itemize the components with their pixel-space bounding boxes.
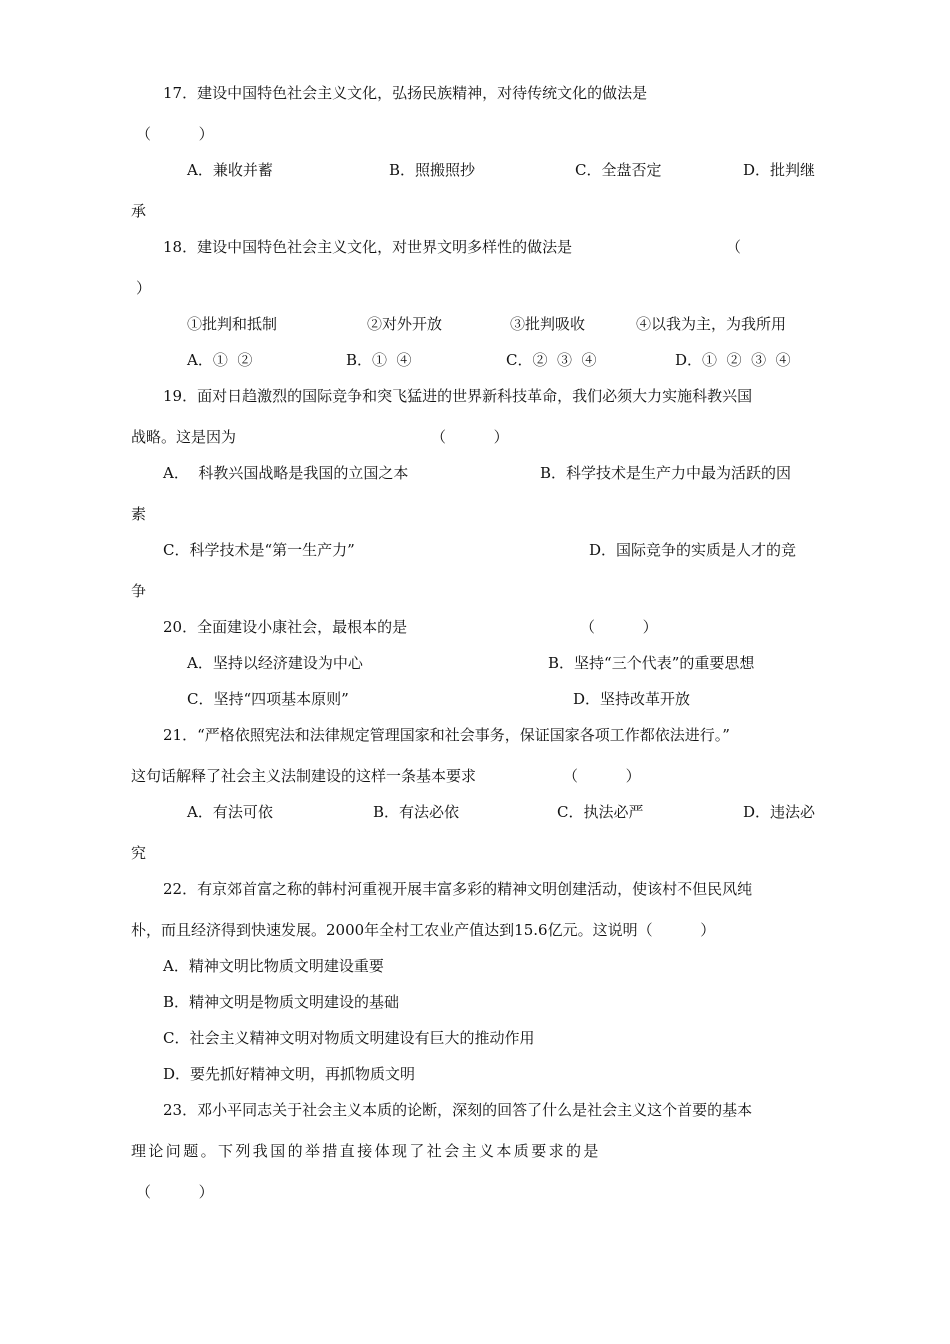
q17-option-d: D．批判继 xyxy=(743,161,816,179)
q21-option-wrap: 究 xyxy=(131,844,147,862)
q22-option-a: A．精神文明比物质文明建设重要 xyxy=(163,957,384,975)
q17-option-c: C．全盘否定 xyxy=(575,161,662,179)
q21-option-b: B．有法必依 xyxy=(373,803,460,821)
q19-option-a: A． 科教兴国战略是我国的立国之本 xyxy=(163,464,409,482)
q19-stem-line1: 19．面对日趋激烈的国际竞争和突飞猛进的世界新科技革命，我们必须大力实施科教兴国 xyxy=(163,387,753,405)
q17-stem: 17．建设中国特色社会主义文化，弘扬民族精神，对待传统文化的做法是 xyxy=(163,84,648,102)
q21-stem-line1: 21．“严格依照宪法和法律规定管理国家和社会事务，保证国家各项工作都依法进行。” xyxy=(163,726,730,744)
q18-bracket-close: ） xyxy=(136,279,152,297)
q20-option-c: C．坚持“四项基本原则” xyxy=(187,690,349,708)
q20-bracket: （ ） xyxy=(580,618,658,636)
q22-option-c: C．社会主义精神文明对物质文明建设有巨大的推动作用 xyxy=(163,1029,535,1047)
q23-stem-line2: 理论问题。下列我国的举措直接体现了社会主义本质要求的是 xyxy=(131,1142,601,1160)
q19-option-b: B．科学技术是生产力中最为活跃的因 xyxy=(540,464,792,482)
q23-stem-line1: 23．邓小平同志关于社会主义本质的论断，深刻的回答了什么是社会主义这个首要的基本 xyxy=(163,1101,753,1119)
q21-stem-line2: 这句话解释了社会主义法制建设的这样一条基本要求 xyxy=(131,767,477,785)
q22-option-d: D．要先抓好精神文明，再抓物质文明 xyxy=(163,1065,416,1083)
q19-bracket: （ ） xyxy=(431,428,509,446)
q21-bracket: （ ） xyxy=(563,767,641,785)
q18-stem: 18．建设中国特色社会主义文化，对世界文明多样性的做法是 xyxy=(163,238,573,256)
q18-item-4: ④以我为主，为我所用 xyxy=(636,315,787,333)
q19-option-d: D．国际竞争的实质是人才的竞 xyxy=(589,541,797,559)
q18-option-b: B．① ④ xyxy=(346,351,412,369)
q18-bracket-open: （ xyxy=(726,238,742,256)
q20-option-d: D．坚持改革开放 xyxy=(573,690,691,708)
q18-item-3: ③批判吸收 xyxy=(510,315,586,333)
q22-stem-line2: 朴，而且经济得到快速发展。2000年全村工农业产值达到15.6亿元。这说明（ ） xyxy=(131,921,716,939)
q18-item-1: ①批判和抵制 xyxy=(187,315,278,333)
q20-option-a: A．坚持以经济建设为中心 xyxy=(187,654,363,672)
q19-option-c: C．科学技术是“第一生产力” xyxy=(163,541,355,559)
q18-item-2: ②对外开放 xyxy=(367,315,443,333)
q23-bracket: （ ） xyxy=(136,1183,214,1201)
q22-option-b: B．精神文明是物质文明建设的基础 xyxy=(163,993,400,1011)
q21-option-d: D．违法必 xyxy=(743,803,816,821)
q17-bracket: （ ） xyxy=(136,125,214,143)
q20-option-b: B．坚持“三个代表”的重要思想 xyxy=(548,654,755,672)
q19-option-b-wrap: 素 xyxy=(131,505,147,523)
q17-option-wrap: 承 xyxy=(131,202,147,220)
q19-stem-line2: 战略。这是因为 xyxy=(131,428,237,446)
q18-option-c: C．② ③ ④ xyxy=(506,351,597,369)
q18-option-d: D．① ② ③ ④ xyxy=(675,351,791,369)
q19-option-d-wrap: 争 xyxy=(131,582,147,600)
q18-option-a: A．① ② xyxy=(187,351,253,369)
q17-option-b: B．照搬照抄 xyxy=(389,161,476,179)
q21-option-a: A．有法可依 xyxy=(187,803,273,821)
q22-stem-line1: 22．有京郊首富之称的韩村河重视开展丰富多彩的精神文明创建活动，使该村不但民风纯 xyxy=(163,880,753,898)
q17-option-a: A．兼收并蓄 xyxy=(187,161,273,179)
q20-stem: 20．全面建设小康社会，最根本的是 xyxy=(163,618,408,636)
q21-option-c: C．执法必严 xyxy=(557,803,644,821)
